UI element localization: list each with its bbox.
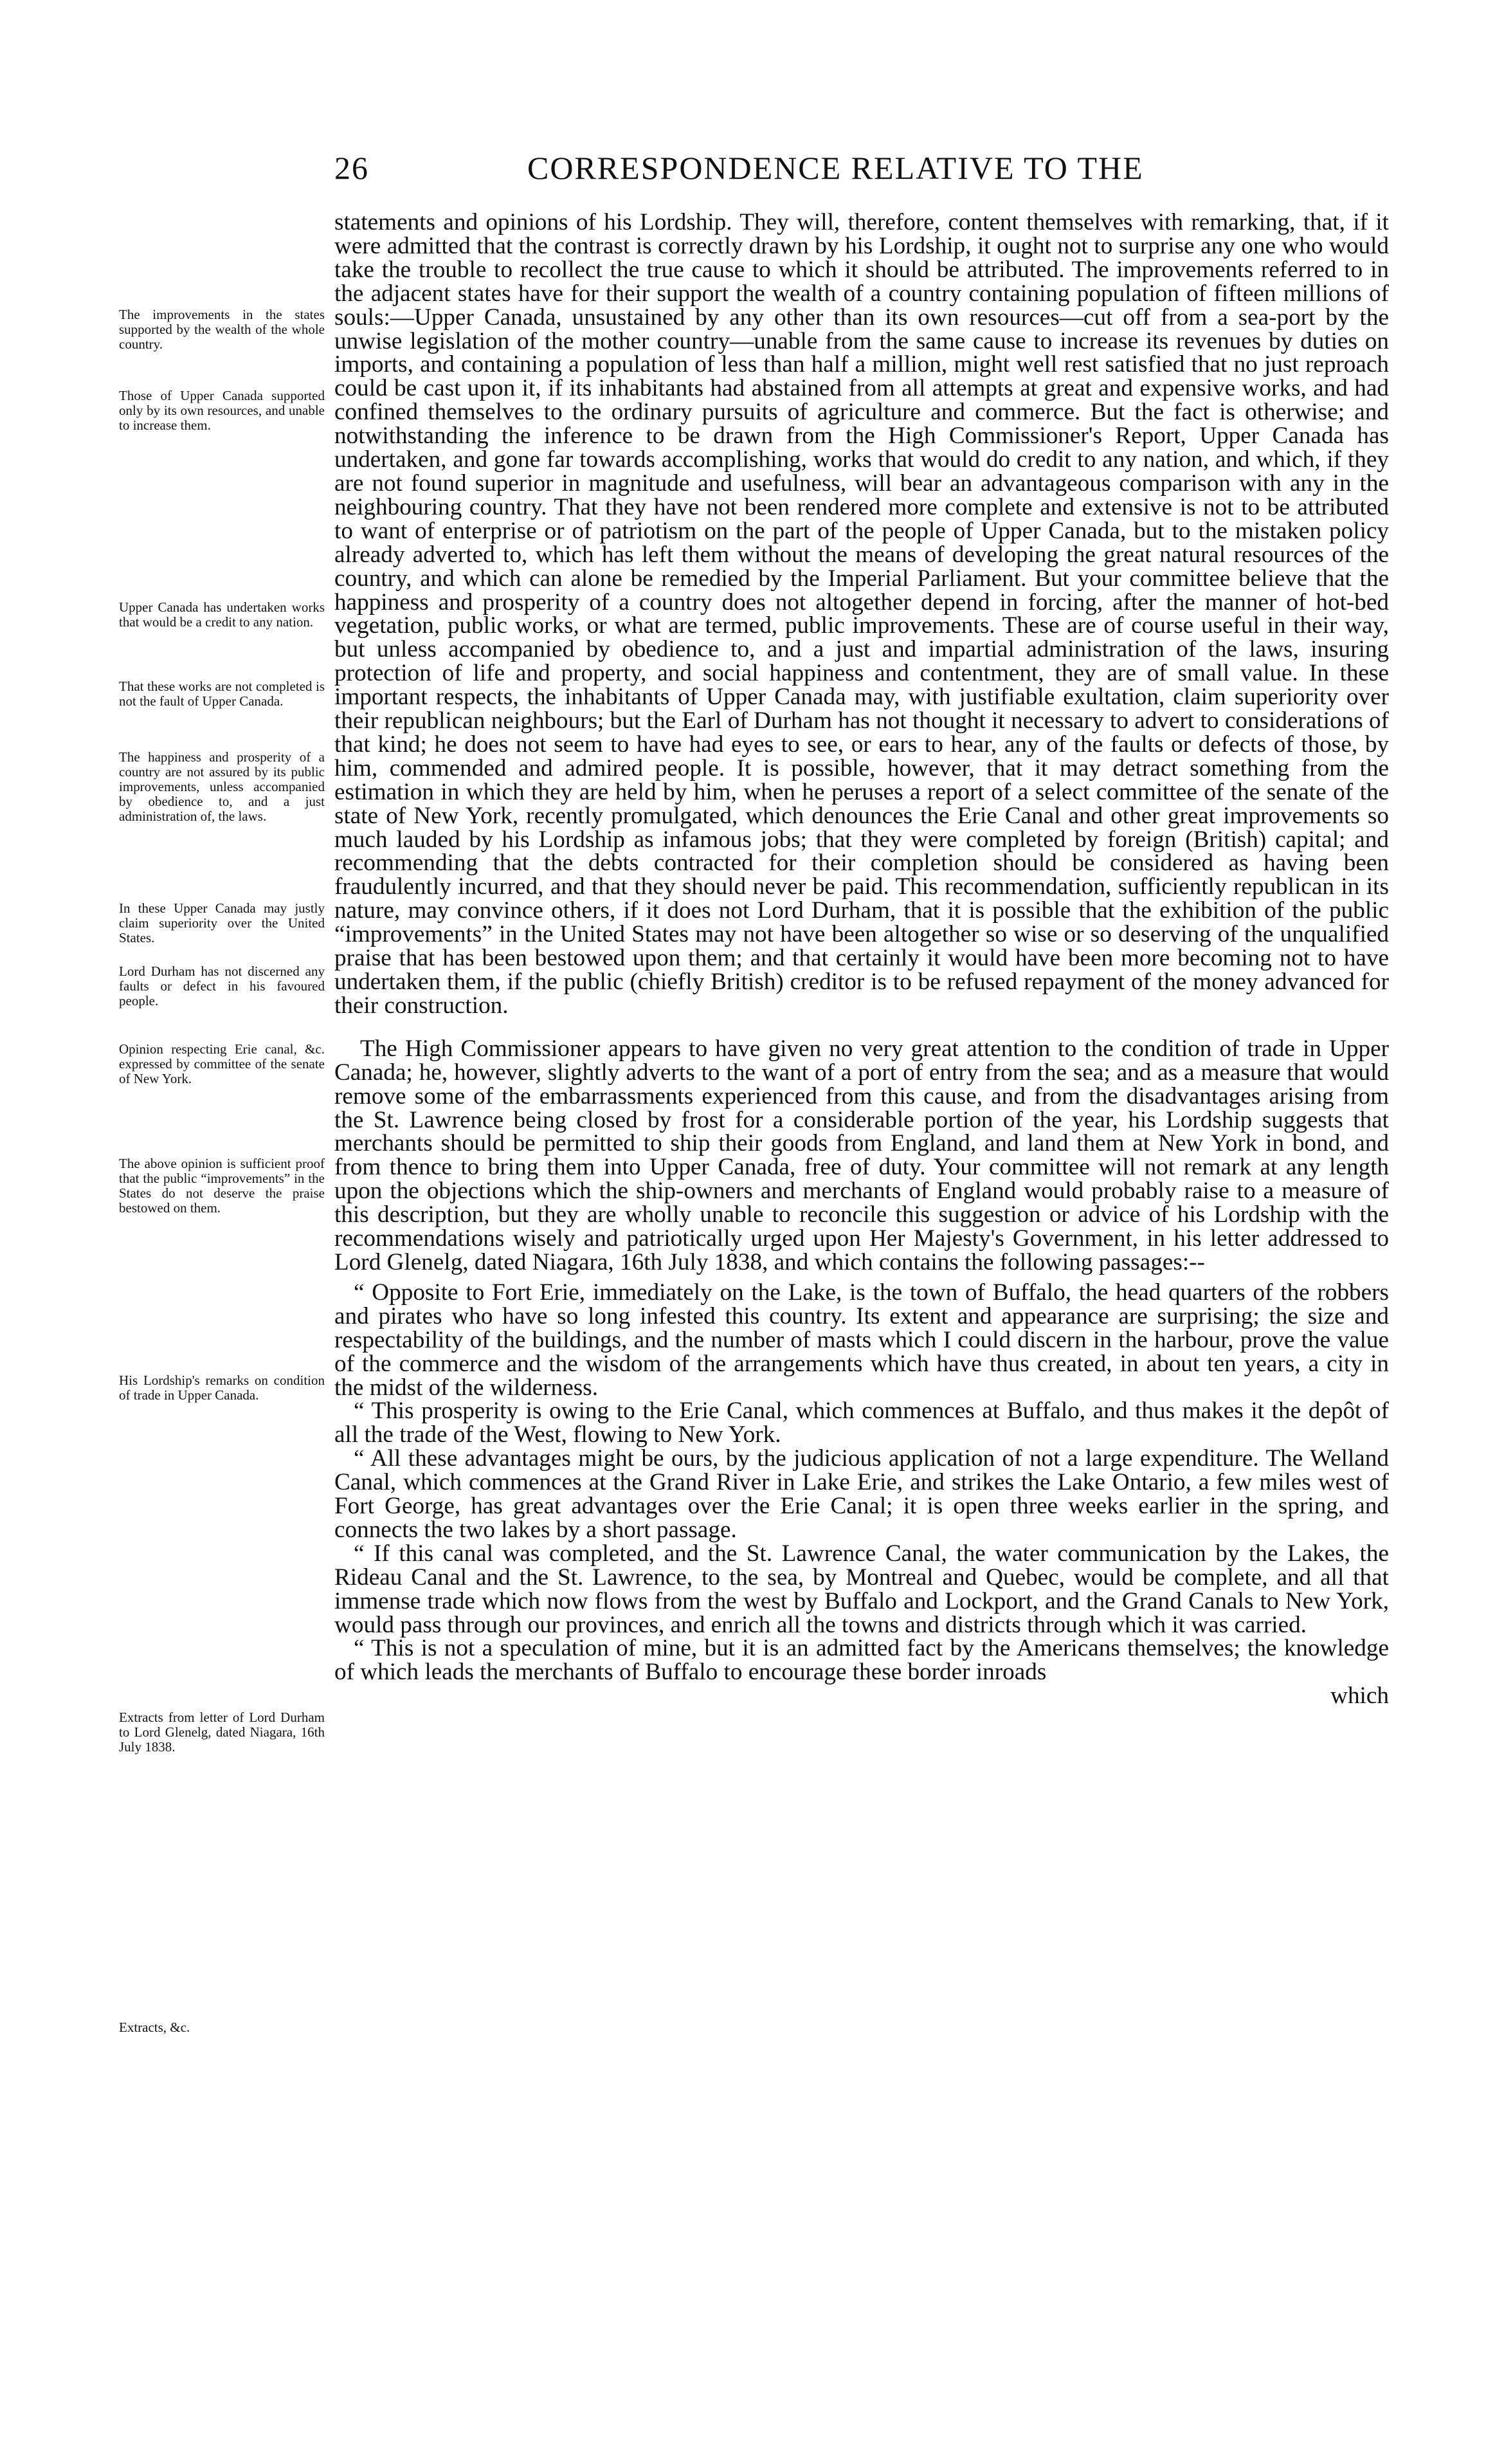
body-paragraph: statements and opinions of his Lordship. They will, therefore, content themselves with remarking, that, if it were admitted that the contrast is correctly drawn by his Lordship, it ought not to surprise any one who would take the trouble to recollect the true cause to which it should be attributed. The improvements referred to in the adjacent states have for their support the wealth of a country containing population of fifteen millions of souls:—Upper Canada, unsustained by any other than its own resources—cut off from a sea-port by the unwise legislation of the mother country—unable from the same cause to increase its revenues by duties on imports, and containing a population of less than half a million, might well rest satisfied that no just reproach could be cast upon it, if its inhabitants had abstained from all attempts at great and expensive works, and had confined themselves to the ordinary pursuits of agriculture and commerce. But the fact is otherwise; and notwithstanding the inference to be drawn from the High Commissioner's Report, Upper Canada has undertaken, and gone far towards accomplishing, works that would do credit to any nation, and which, if they are not found superior in magnitude and usefulness, will bear an advantageous comparison with any in the neighbouring country. That they have not been rendered more complete and extensive is not to be attributed to want of enterprise or of patriotism on the part of the people of Upper Canada, but to the mistaken policy already adverted to, which has left them without the means of developing the great natural resources of the country, and which can alone be remedied by the Imperial Parliament. But your committee believe that the happiness and prosperity of a country does not altogether depend in forcing, after the manner of hot-bed vegetation, public works, or what are termed, public improvements. These are of course useful in their way, but unless accompanied by obedience to, and a just and impartial administration of the laws, insuring protection of life and property, and social happiness and contentment, they are of small value. In these important respects, the inhabitants of Upper Canada may, with justifiable exultation, claim superiority over their republican neighbours; but the Earl of Durham has not thought it necessary to advert to considerations of that kind; he does not seem to have had eyes to see, or ears to hear, any of the faults or defects of those, by him, commended and admired people. It is possible, however, that it may detract something from the estimation in which they are held by him, when he peruses a report of a select committee of the senate of the state of New York, recently promulgated, which denounces the Erie Canal and other great improvements so much lauded by his Lordship as infamous jobs; that they were completed by foreign (British) capital; and recommending that the debts contracted for their completion should be considered as having been fraudulently incurred, and that they should never be paid. This recommendation, sufficiently republican in its nature, may convince others, if it does not Lord Durham, that it is possible that the exhibition of the public “improvements” in the United States may not have been altogether so wise or so deserving of the unqualified praise that has been bestowed upon them; and that certainly it would have been more becoming not to have undertaken them, if the public (chiefly British) creditor is to be refused repayment of the money advanced for their construction. — [334, 209, 1389, 1019]
marginal-note: That these works are not completed is not the fault of Upper Canada. — [119, 679, 325, 709]
marginal-note: In these Upper Canada may justly claim superiority over the United States. — [119, 900, 325, 945]
body-text — [334, 211, 1389, 1708]
marginal-note: The above opinion is sufficient proof that the public “improvements” in the States do not deserve the praise bestowed on them. — [119, 1156, 325, 1216]
quote-paragraph: “ If this canal was completed, and the St. Lawrence Canal, the water communication by the Lakes, the Rideau Canal and the St. Lawrence, to the sea, by Montreal and Quebec, would be complete, and all that immense trade which now flows from the west by Buffalo and Lockport, and the Grand Canals to New York, would pass through our provinces, and enrich all the towns and districts through which it was carried. — [334, 1540, 1389, 1638]
page-number: 26 — [334, 150, 369, 186]
marginal-note: Extracts from letter of Lord Durham to Lord Glenelg, dated Niagara, 16th July 1838. — [119, 1710, 325, 1755]
quote-paragraph: “ Opposite to Fort Erie, immediately on the Lake, is the town of Buffalo, the head quarters of the robbers and pirates who have so long infested this country. Its extent and appearance are surprising; the size and respectability of the buildings, and the number of masts which I could discern in the harbour, prove the value of the commerce and the wisdom of the arrangements which have thus created, in about ten years, a city in the midst of the wilderness. — [334, 1279, 1389, 1401]
quote-paragraph: “ All these advantages might be ours, by the judicious application of not a large expenditure. The Welland Canal, which commences at the Grand River in Lake Erie, and strikes the Lake Ontario, a few miles west of Fort George, has great advantages over the Erie Canal; it is open three weeks earlier in the spring, and connects the two lakes by a short passage. — [334, 1445, 1389, 1543]
marginal-note: Extracts, &c. — [119, 2020, 190, 2035]
marginal-note: His Lordship's remarks on condition of trade in Upper Canada. — [119, 1373, 325, 1403]
quote-paragraph: “ This prosperity is owing to the Erie Canal, which commences at Buffalo, and thus makes it the depôt of all the trade of the West, flowing to New York. — [334, 1398, 1389, 1448]
marginal-note: Lord Durham has not discerned any faults or defect in his favoured people. — [119, 963, 325, 1008]
marginal-note: Upper Canada has undertaken works that would be a credit to any nation. — [119, 599, 325, 630]
running-title: CORRESPONDENCE RELATIVE TO THE — [527, 150, 1144, 186]
marginal-note: The happiness and prosperity of a country are not assured by its public improvements, unless accompanied by obedience to, and a just administration of, the laws. — [119, 749, 325, 824]
catchword: which — [1330, 1683, 1389, 1710]
marginal-note: The improvements in the states supported by the wealth of the whole country. — [119, 307, 325, 352]
quote-paragraph: “ This is not a speculation of mine, but it is an admitted fact by the Americans themselves; the knowledge of which leads the merchants of Buffalo to encourage these border inroads — [334, 1635, 1389, 1686]
marginal-note: Opinion respecting Erie canal, &c. expressed by committee of the senate of New York. — [119, 1041, 325, 1086]
body-paragraph: The High Commissioner appears to have given no very great attention to the condition of trade in Upper Canada; he, however, slightly adverts to the want of a port of entry from the sea; and as a measure that would remove some of the embarrassments experienced from this cause, and from the disadvantages arising from the St. Lawrence being closed by frost for a considerable portion of the year, his Lordship suggests that merchants should be permitted to ship their goods from England, and land them at New York in bond, and from thence to bring them into Upper Canada, free of duty. Your committee will not remark at any length upon the objections which the ship-owners and merchants of England would probably raise to a measure of this description, but they are wholly unable to reconcile this suggestion or advice of his Lordship with the recommendations wisely and patriotically urged upon Her Majesty's Government, in his letter addressed to Lord Glenelg, dated Niagara, 16th July 1838, and which contains the following passages:-- — [334, 1035, 1389, 1275]
marginal-note: Those of Upper Canada supported only by its own resources, and unable to increase them. — [119, 388, 325, 433]
